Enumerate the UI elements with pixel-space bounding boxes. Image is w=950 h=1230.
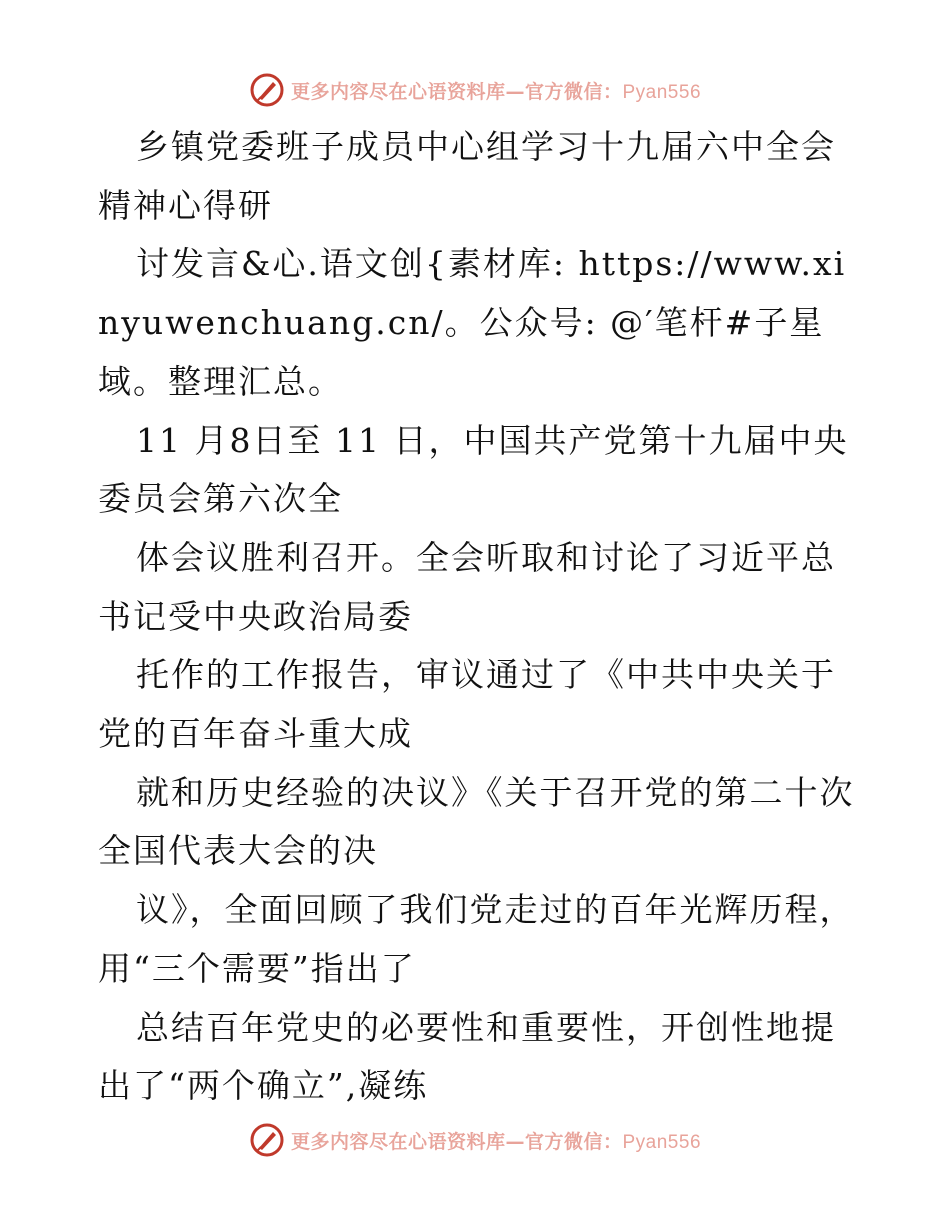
watermark-wechat-id: Pyan556 — [622, 1131, 702, 1153]
paragraph: 就和历史经验的决议》《关于召开党的第二十次全国代表大会的决 — [98, 772, 855, 871]
quill-logo-icon — [249, 1122, 285, 1158]
watermark-wechat-id: Pyan556 — [622, 81, 702, 103]
paragraph: 总结百年党史的必要性和重要性，开创性地提出了“两个确立”,凝练 — [98, 1007, 836, 1106]
quill-logo-icon — [249, 72, 285, 108]
watermark-text: 更多内容尽在心语资料库—官方微信：Pyan556 — [290, 80, 702, 103]
paragraph: 11 月8日至 11 日，中国共产党第十九届中央委员会第六次全 — [98, 420, 849, 519]
paragraph: 乡镇党委班子成员中心组学习十九届六中全会精神心得研 — [98, 127, 836, 225]
footer-watermark — [0, 1120, 950, 1160]
paragraph: 议》，全面回顾了我们党走过的百年光辉历程，用“三个需要”指出了 — [98, 890, 855, 988]
paragraph: 讨发言&心.语文创{素材库: https://www.xinyuwenchuang.cn/。公众号: @′笔杆#子星域。整理汇总。 — [98, 244, 847, 401]
document-body — [98, 118, 858, 1116]
watermark-text: 更多内容尽在心语资料库—官方微信：Pyan556 — [290, 1130, 702, 1153]
paragraph: 体会议胜利召开。全会听取和讨论了习近平总书记受中央政治局委 — [98, 537, 836, 636]
paragraph: 托作的工作报告，审议通过了《中共中央关于党的百年奋斗重大成 — [98, 655, 836, 754]
header-watermark — [0, 70, 950, 110]
